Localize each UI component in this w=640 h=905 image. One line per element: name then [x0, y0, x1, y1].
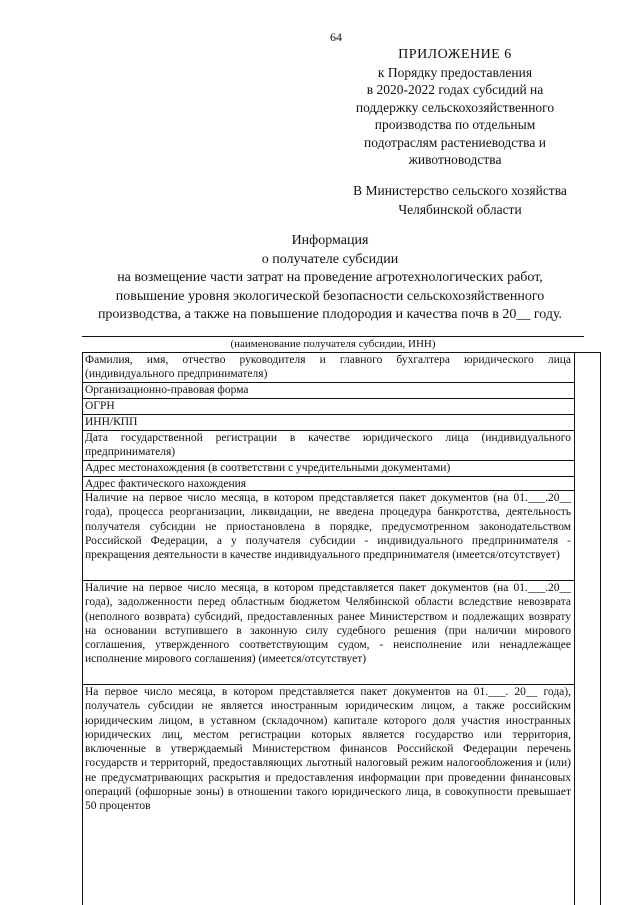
table-row-inn-kpp: ИНН/КПП	[82, 415, 574, 431]
heading-purpose-line: повышение уровня экологической безопасности сельскохозяйственного	[115, 288, 545, 304]
page-number: 64	[330, 30, 342, 44]
appendix-line: поддержку сельскохозяйственного	[355, 99, 555, 115]
table-row-legal-address: Адрес местонахождения (в соответствии с учредительными документами)	[82, 461, 574, 477]
table-row-actual-address: Адрес фактического нахождения	[82, 477, 574, 491]
value-column-divider	[574, 352, 575, 905]
appendix-line: производства по отдельным	[374, 117, 536, 132]
appendix-title: ПРИЛОЖЕНИЕ 6	[398, 47, 512, 62]
table-row-manager-name: Фамилия, имя, отчество руководителя и главного бухгалтера юридического лица (индивидуального предпринимателя)	[82, 353, 574, 383]
heading-purpose-line: производства, а также на повышение плодородия и качества почв в 20__ году.	[97, 307, 563, 322]
table-row-ogrn: ОГРН	[82, 399, 574, 415]
appendix-header	[330, 46, 580, 169]
addressee-block	[335, 181, 585, 219]
table-row-debt-status: Наличие на первое число месяца, в котором представляется пакет документов (на 01.___.20__ года), задолженности перед областным бюджетом Челябинской области вследствие невозврата (неполного возврата) субсидий, предоставленных ранее Министерством и подлежащих возврату на основании вступившего в законную силу судебного решения (при наличии мирового соглашения, утвержденного соответствующим судом, - неисполнение или ненадлежащее исполнение мирового соглашения) (имеется/отсутствует)	[82, 581, 574, 685]
table-row-reorganization-status: Наличие на первое число месяца, в котором представляется пакет документов (на 01.___.20__ года), процесса реорганизации, ликвидации, не введена процедура банкротства, деятельность получателя субсидии не приостановлена в порядке, предусмотренном законодательством Российской Федерации, а у получателя субсидии - индивидуального предпринимателя - прекращения деятельности в качестве индивидуального предпринимателя (имеется/отсутствует)	[82, 491, 574, 581]
heading-subtitle: о получателе субсидии	[261, 251, 399, 267]
table-row-foreign-entity-status: На первое число месяца, в котором представляется пакет документов на 01.___. 20__ года), получатель субсидии не является иностранным юридическим лицом, а также российским юридическим лицом, в уставном (складочном) капитале которого доля участия иностранных юридических лиц, местом регистрации которых является государство или территория, включенные в утверждаемый Министерством финансов Российской Федерации перечень государств и территорий, предоставляющих льготный налоговый режим налогообложения и (или) не предусматривающих раскрытия и предоставления информации при проведении финансовых операций (офшорные зоны) в отношении такого юридического лица, в совокупности превышает 50 процентов	[85, 686, 571, 813]
heading-title: Информация	[291, 233, 369, 248]
appendix-line: животноводства	[408, 152, 502, 167]
addressee-line: В Министерство сельского хозяйства	[353, 183, 567, 198]
addressee-line: Челябинской области	[398, 202, 522, 217]
table-row-registration-date: Дата государственной регистрации в качестве юридического лица (индивидуального предпринимателя)	[82, 431, 574, 461]
document-heading	[60, 232, 600, 325]
heading-purpose-line: на возмещение части затрат на проведение агротехнологических работ,	[117, 270, 543, 285]
appendix-line: в 2020-2022 годах субсидий на	[366, 82, 544, 97]
recipient-name-field[interactable]	[82, 336, 584, 337]
recipient-caption: (наименование получателя субсидии, ИНН)	[230, 338, 436, 350]
appendix-line: подотраслям растениеводства и	[364, 134, 546, 150]
table-row-legal-form: Организационно-правовая форма	[82, 383, 574, 399]
appendix-line: к Порядку предоставления	[377, 64, 533, 80]
